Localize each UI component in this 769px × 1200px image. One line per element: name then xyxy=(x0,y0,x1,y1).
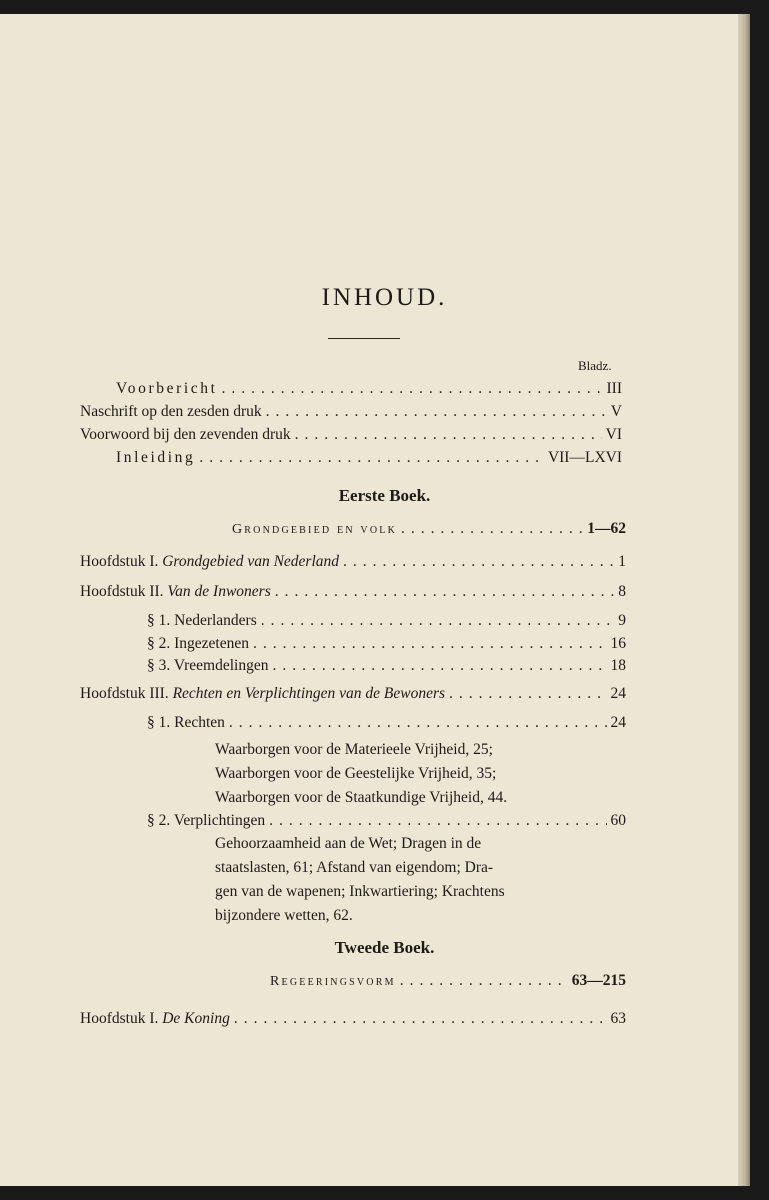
section-label: § 2. Verplichtingen xyxy=(147,812,266,829)
toc-entry-label: Inleiding xyxy=(116,449,196,466)
leader-dots xyxy=(234,1010,607,1028)
leader-dots xyxy=(275,583,615,601)
section-entry xyxy=(147,635,626,653)
leader-dots xyxy=(269,812,606,830)
chapter-entry xyxy=(80,685,626,703)
leader-dots xyxy=(222,380,603,398)
leader-dots xyxy=(253,635,607,653)
chapter-title: De Koning xyxy=(162,1010,230,1027)
section-entry xyxy=(147,812,626,830)
title-rule xyxy=(328,338,400,339)
section-label: § 2. Ingezetenen xyxy=(147,635,249,652)
section-label: § 1. Nederlanders xyxy=(147,612,257,629)
chapter-page: 1 xyxy=(618,553,626,570)
section-page: 16 xyxy=(610,635,626,652)
summary-line: Waarborgen voor de Materieele Vrijheid, 25; xyxy=(215,741,493,758)
leader-dots xyxy=(261,612,615,630)
section-page: 18 xyxy=(610,657,626,674)
chapter-page: 63 xyxy=(610,1010,626,1027)
chapter-entry xyxy=(80,553,626,571)
toc-entry-page: III xyxy=(606,380,622,397)
toc-entry-label: Naschrift op den zesden druk xyxy=(80,403,262,420)
section-summary xyxy=(215,738,595,810)
section-label: § 3. Vreemdelingen xyxy=(147,657,269,674)
book-heading-eerste: Eerste Boek. xyxy=(338,486,431,505)
toc-entry-voorwoord xyxy=(80,426,622,444)
leader-dots xyxy=(401,520,583,538)
summary-line: Gehoorzaamheid aan de Wet; Dragen in de xyxy=(215,835,482,852)
summary-line: Waarborgen voor de Staatkundige Vrijheid, 44. xyxy=(215,789,508,806)
chapter-title: Grondgebied van Nederland xyxy=(162,553,340,570)
chapter-number: Hoofdstuk III. xyxy=(80,685,169,702)
chapter-title: Van de Inwoners xyxy=(167,583,271,600)
toc-entry-naschrift xyxy=(80,403,622,421)
chapter-number: Hoofdstuk I. xyxy=(80,1010,159,1027)
book-heading-tweede: Tweede Boek. xyxy=(334,938,435,957)
part-pages: 1—62 xyxy=(587,520,626,537)
summary-line: gen van de wapenen; Inkwartiering; Krachtens xyxy=(215,883,505,900)
toc-entry-voorbericht xyxy=(116,380,622,398)
leader-dots xyxy=(449,685,606,703)
part-title: Regeeringsvorm xyxy=(270,974,396,989)
part-heading-regeeringsvorm xyxy=(270,972,626,990)
leader-dots xyxy=(266,403,607,421)
section-label: § 1. Rechten xyxy=(147,714,225,731)
summary-line: staatslasten, 61; Afstand van eigendom; Dra- xyxy=(215,859,494,876)
leader-dots xyxy=(400,972,568,990)
leader-dots xyxy=(343,553,614,571)
toc-entry-label: Voorbericht xyxy=(116,380,218,397)
chapter-page: 24 xyxy=(610,685,626,702)
leader-dots xyxy=(199,449,544,467)
section-page: 60 xyxy=(610,812,626,829)
part-title: Grondgebied en volk xyxy=(232,522,398,537)
chapter-page: 8 xyxy=(618,583,626,600)
chapter-title: Rechten en Verplichtingen van de Bewoners xyxy=(172,685,446,702)
page-title: INHOUD. xyxy=(321,284,448,311)
chapter-number: Hoofdstuk I. xyxy=(80,553,159,570)
leader-dots xyxy=(272,657,606,675)
toc-entry-page: VII—LXVI xyxy=(547,449,622,466)
summary-line: bijzondere wetten, 62. xyxy=(215,907,353,924)
section-page: 24 xyxy=(610,714,626,731)
page-edge xyxy=(738,14,750,1186)
section-page: 9 xyxy=(618,612,626,629)
toc-entry-page: VI xyxy=(605,426,622,443)
section-entry xyxy=(147,657,626,675)
summary-line: Waarborgen voor de Geestelijke Vrijheid, 35; xyxy=(215,765,497,782)
chapter-number: Hoofdstuk II. xyxy=(80,583,164,600)
section-entry xyxy=(147,612,626,630)
bladz-label: Bladz. xyxy=(578,358,612,373)
toc-entry-inleiding xyxy=(116,449,622,467)
toc-entry-label: Voorwoord bij den zevenden druk xyxy=(80,426,291,443)
chapter-entry xyxy=(80,583,626,601)
section-entry xyxy=(147,714,626,732)
part-heading-grondgebied xyxy=(232,520,626,538)
leader-dots xyxy=(229,714,607,732)
part-pages: 63—215 xyxy=(571,972,626,989)
section-summary xyxy=(215,832,595,928)
chapter-entry xyxy=(80,1010,626,1028)
toc-entry-page: V xyxy=(610,403,622,420)
leader-dots xyxy=(295,426,602,444)
